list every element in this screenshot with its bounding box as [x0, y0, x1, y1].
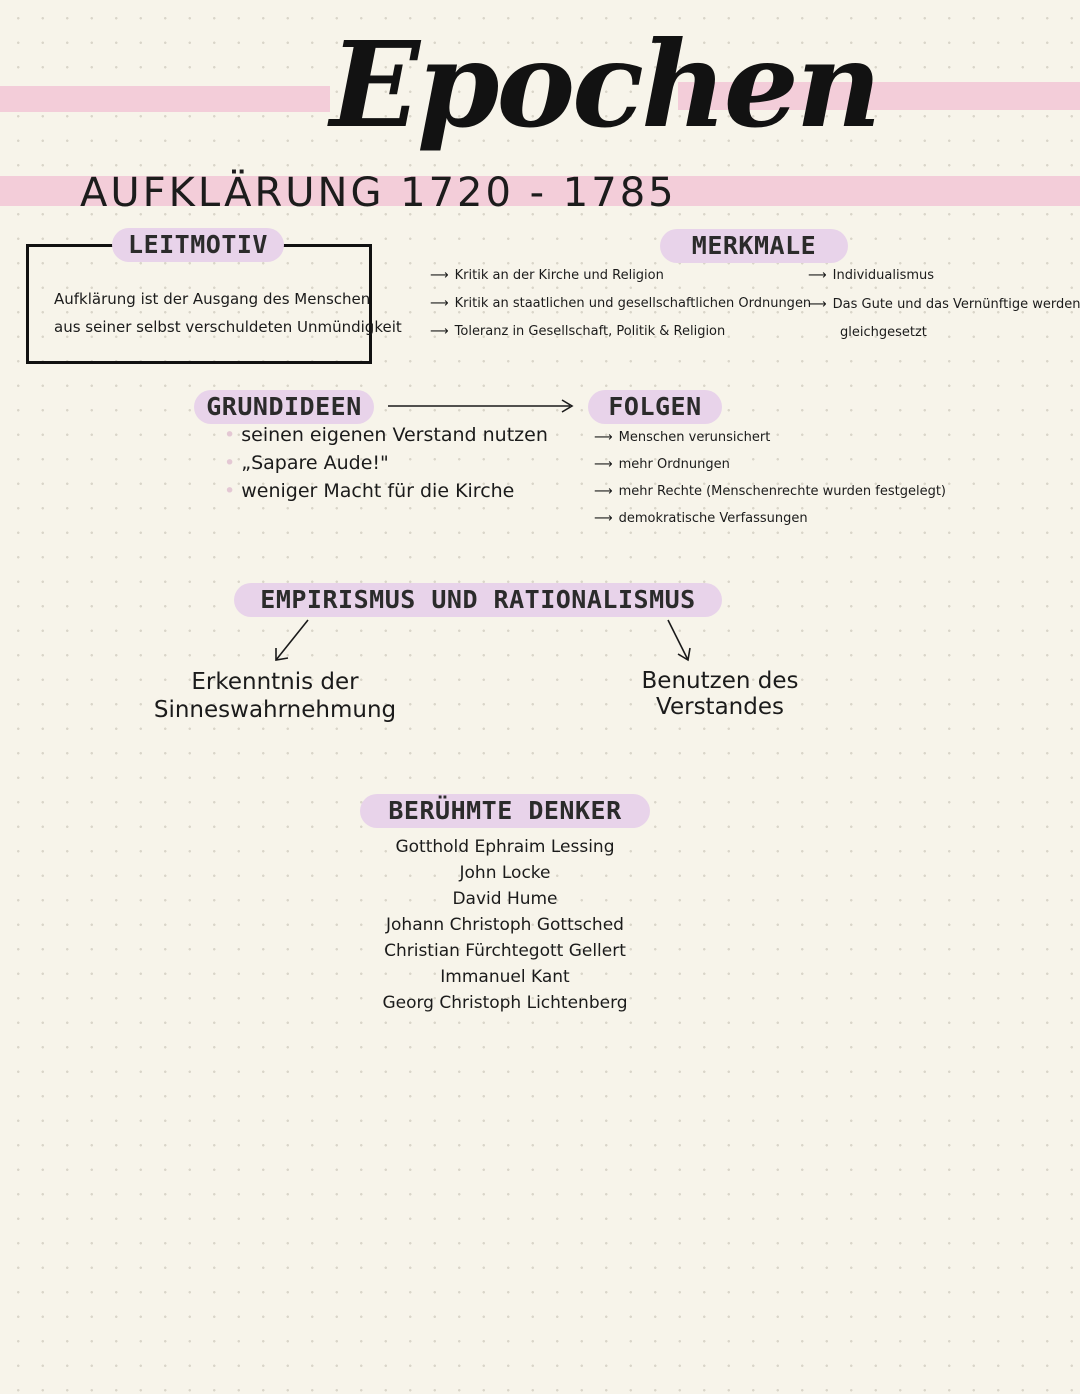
leitmotiv-line-1: Aufklärung ist der Ausgang des Menschen — [54, 290, 371, 308]
title-band-left — [0, 86, 330, 112]
merkmal-item-continued: gleichgesetzt — [840, 325, 927, 340]
leitmotiv-heading: LEITMOTIV — [112, 228, 284, 262]
merkmal-item: ⟶ Individualismus — [808, 266, 934, 286]
list-item: Christian Fürchtegott Gellert — [384, 941, 626, 961]
empirismus-heading: EMPIRISMUS UND RATIONALISMUS — [234, 583, 722, 617]
list-item: Immanuel Kant — [440, 967, 570, 987]
folgen-heading: FOLGEN — [588, 390, 722, 424]
list-item: Gotthold Ephraim Lessing — [395, 837, 615, 857]
list-item: Georg Christoph Lichtenberg — [382, 993, 628, 1013]
leitmotiv-line-2: aus seiner selbst verschuldeten Unmündigkeit — [54, 318, 402, 336]
list-item: ⟶ Menschen verunsichert — [594, 430, 946, 457]
grundideen-heading: GRUNDIDEEN — [194, 390, 374, 424]
merkmal-item: ⟶ Das Gute und das Vernünftige werden — [808, 295, 1080, 315]
merkmale-left-list — [430, 266, 811, 350]
list-item: David Hume — [452, 889, 558, 909]
list-item: John Locke — [459, 863, 551, 883]
merkmal-item: ⟶ Kritik an der Kirche und Religion — [430, 266, 811, 294]
folgen-list — [594, 430, 946, 538]
arrow-down-right-icon — [662, 616, 702, 666]
empirismus-right-text: Benutzen des Verstandes — [641, 668, 799, 720]
list-item: ⟶ mehr Ordnungen — [594, 457, 946, 484]
list-item: • „Sapare Aude!" — [224, 452, 389, 474]
arrow-right-icon — [386, 396, 586, 416]
denker-list — [355, 834, 655, 1016]
list-item: Johann Christoph Gottsched — [386, 915, 624, 935]
list-item: • weniger Macht für die Kirche — [224, 480, 515, 502]
list-item: ⟶ mehr Rechte (Menschenrechte wurden festgelegt) — [594, 484, 946, 511]
merkmale-heading: MERKMALE — [660, 229, 848, 263]
list-item: • seinen eigenen Verstand nutzen — [224, 424, 548, 446]
list-item: ⟶ demokratische Verfassungen — [594, 511, 946, 538]
empirismus-left-text: Erkenntnis der Sinneswahrnehmung — [153, 669, 397, 723]
arrow-down-left-icon — [268, 616, 318, 666]
page-title: Epochen — [330, 15, 879, 154]
grundideen-list — [224, 424, 548, 508]
denker-heading: BERÜHMTE DENKER — [360, 794, 650, 828]
merkmal-item: ⟶ Kritik an staatlichen und gesellschaftlichen Ordnungen — [430, 294, 811, 322]
merkmal-item: ⟶ Toleranz in Gesellschaft, Politik & Religion — [430, 322, 811, 350]
epoch-heading: AUFKLÄRUNG 1720 - 1785 — [80, 170, 677, 216]
